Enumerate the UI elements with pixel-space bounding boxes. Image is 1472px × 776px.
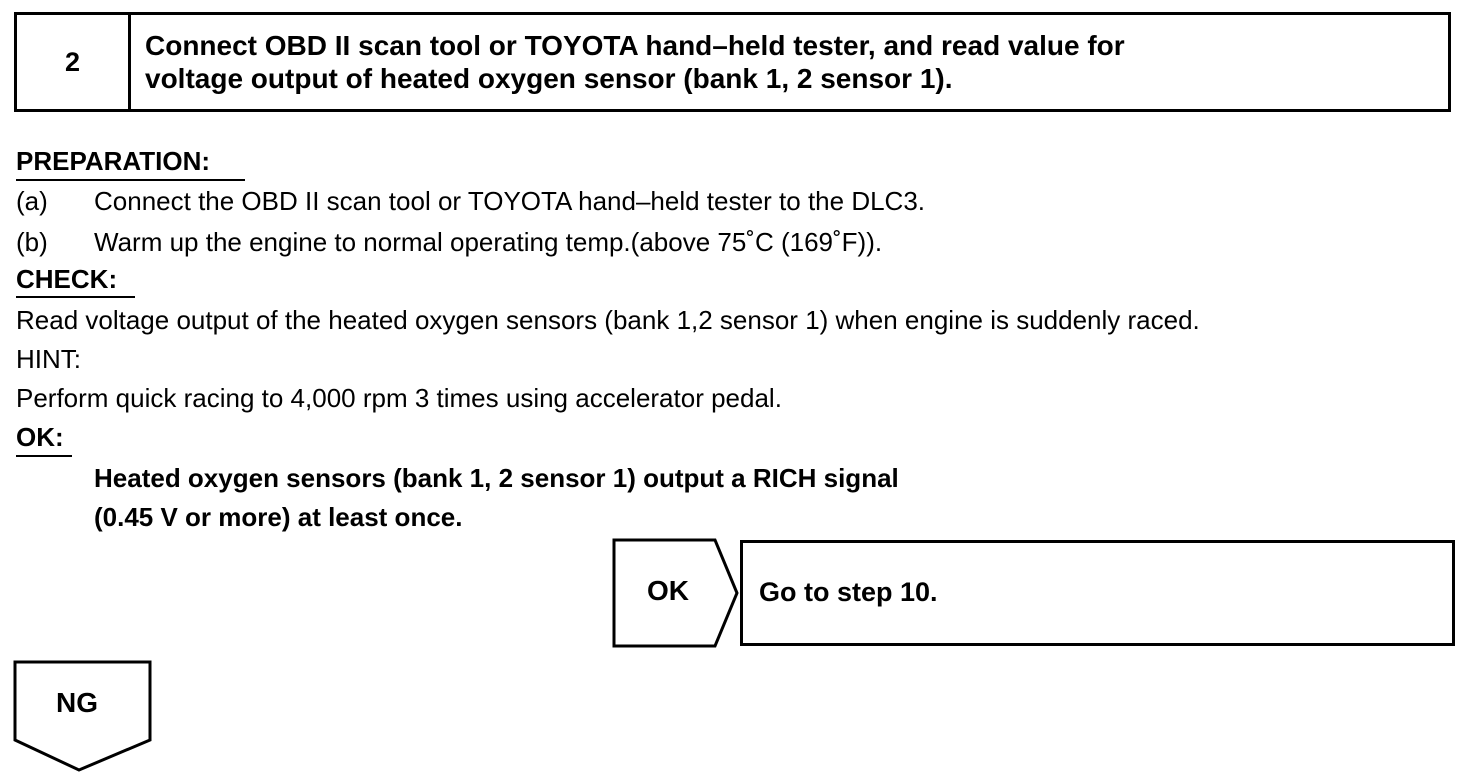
step-number: 2	[17, 15, 131, 109]
preparation-item-text: Connect the OBD II scan tool or TOYOTA hand–held tester to the DLC3.	[94, 186, 926, 216]
check-text: Read voltage output of the heated oxygen sensors (bank 1,2 sensor 1) when engine is suddenly raced.	[16, 305, 1200, 335]
preparation-item-label: (a)	[16, 186, 48, 216]
preparation-item-text: Warm up the engine to normal operating temp.(above 75˚C (169˚F)).	[94, 227, 883, 257]
step-title-line-2: voltage output of heated oxygen sensor (bank 1, 2 sensor 1).	[145, 63, 953, 94]
ng-arrow-label: NG	[56, 687, 98, 718]
ok-criteria-line-1: Heated oxygen sensors (bank 1, 2 sensor 1) output a RICH signal	[94, 463, 899, 493]
ok-action-text: Go to step 10.	[759, 577, 938, 607]
hint-text: Perform quick racing to 4,000 rpm 3 times using accelerator pedal.	[16, 383, 782, 413]
ok-criteria-line-2: (0.45 V or more) at least once.	[94, 502, 463, 532]
ok-action-box	[740, 540, 1455, 646]
preparation-heading: PREPARATION:	[16, 146, 211, 176]
step-title-line-1: Connect OBD II scan tool or TOYOTA hand–held tester, and read value for	[145, 30, 1125, 61]
ok-heading: OK:	[16, 422, 64, 452]
hint-label: HINT:	[16, 344, 81, 374]
ok-arrow-label: OK	[647, 575, 689, 606]
check-heading: CHECK:	[16, 264, 118, 294]
preparation-item-label: (b)	[16, 227, 48, 257]
